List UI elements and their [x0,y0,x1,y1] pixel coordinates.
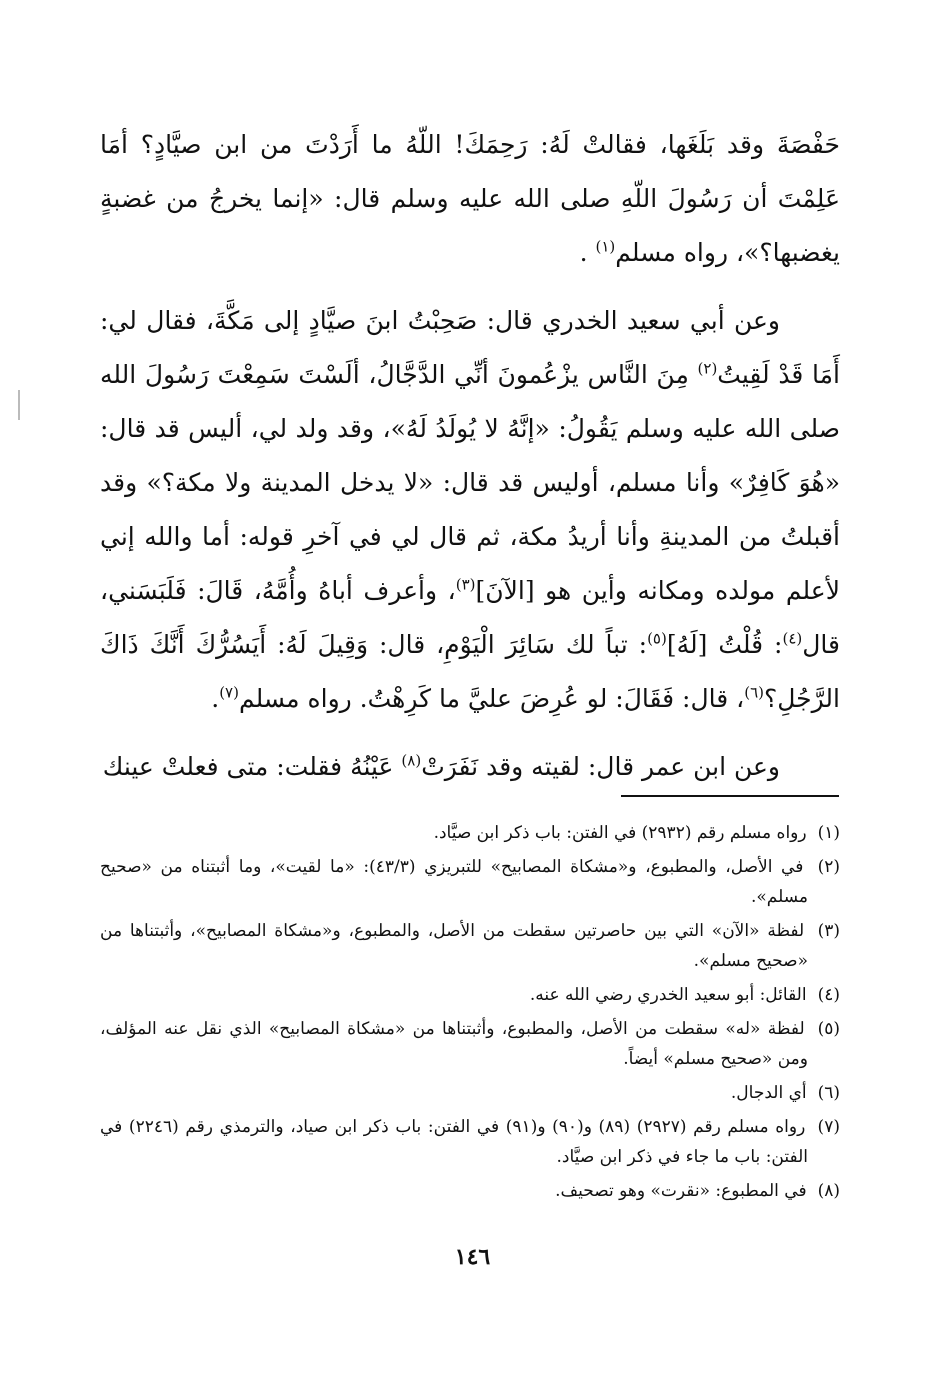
footnote-text: القائل: أبو سعيد الخدري رضي الله عنه. [529,985,807,1005]
footnote-text: في الأصل، والمطبوع، و«مشكاة المصابيح» للتبريزي (٤٣/٣): «ما لقيت»، وما أثبتناه من «صحيح مسلم». [100,857,808,907]
footnote-ref: (١) [595,237,616,256]
text-segment: : قُلْتُ [لَهُ] [666,630,783,659]
footnote-number: (٢) [817,857,840,877]
footnote-ref: (٨) [401,751,422,770]
paragraph-1 [100,118,840,280]
scan-edge-mark [18,390,20,420]
footnote-7 [100,1112,840,1172]
footnote-ref: (٥) [647,629,667,648]
paragraph-3 [100,740,840,794]
footnote-ref: (٧) [219,683,239,702]
footnotes [100,818,840,1210]
footnote-number: (٣) [817,921,841,941]
footnote-3 [100,916,840,976]
footnote-number: (٨) [817,1181,840,1201]
main-text [100,118,840,794]
footnote-ref: (٦) [744,683,764,702]
footnote-number: (١) [817,823,840,843]
footnote-number: (٤) [817,985,840,1005]
footnote-ref: (٣) [455,575,476,594]
footnote-5 [100,1014,840,1074]
text-segment: مِنَ النَّاس يزْعُمونَ أنِّي الدَّجَّالُ، ألَسْتَ سَمِعْتَ رَسُولَ الله صلى الله عليه وسلم يَقُولُ: «إنَّهُ لا يُولَدُ لَهُ»، وقد ولد لي، أليس قد قال: «هُوَ كَافِرٌ» وأنا مسلم، أوليس قد قال: «لا يدخل المدينة ولا مكة؟» وقد أقبلتُ من المدينةِ وأنا أريدُ مكة، ثم قال لي في آخرِ قوله: أما والله إني لأعلم مولده ومكانه وأين هو [الآنَ] [100,360,840,605]
footnote-number: (٥) [817,1019,840,1039]
text-segment: حَفْصَةَ وقد بَلَغَها، فقالتْ لَهُ: رَحِمَكَ! اللّهُ ما أَرَدْتَ من ابن صيَّادٍ؟ أمَا عَلِمْتَ أن رَسُولَ اللّهِ صلى الله عليه وسلم قال: «إنما يخرجُ من غضبةٍ يغضبها؟»، رواه مسلم [100,130,840,267]
text-segment: . [211,684,220,713]
footnote-text: رواه مسلم رقم (٢٩٢٧) (٨٩) و(٩٠) و(٩١) في الفتن: باب ذكر ابن صياد، والترمذي رقم (٢٢٤٦) في الفتن: باب ما جاء في ذكر ابن صيَّاد. [100,1117,808,1167]
footnote-number: (٦) [817,1083,840,1103]
paragraph-2 [100,294,840,726]
footnote-text: لفظة «له» سقطت من الأصل، والمطبوع، وأثبتناها من «مشكاة المصابيح» الذي نقل عنه المؤلف، ومن «صحيح مسلم» أيضاً. [100,1019,808,1069]
footnote-text: أي الدجال. [730,1083,807,1103]
text-segment: ، قال: فَقَالَ: لو عُرِضَ عليَّ ما كَرِهْتُ. رواه مسلم [238,684,745,713]
footnote-1 [100,818,840,848]
footnote-text: في المطبوع: «نقرت» وهو تصحيف. [555,1181,807,1201]
text-segment: وعن أبي سعيد الخدري قال: صَحِبْتُ ابنَ صيَّادٍ إلى مَكَّةَ، فقال لي: أَمَا قَدْ لَقِيتُ [100,306,841,389]
text-segment: . [579,238,596,267]
footnote-number: (٧) [817,1117,840,1137]
text-segment: عَيْنُهُ فقلت: متى فعلتْ عينك [102,752,402,781]
footnote-ref: (٢) [697,359,718,378]
footnote-8 [100,1176,840,1206]
footnote-ref: (٤) [782,629,803,648]
footnote-text: رواه مسلم رقم (٢٩٣٢) في الفتن: باب ذكر ابن صيَّاد. [433,823,807,843]
footnote-divider [621,795,839,797]
text-segment: وعن ابن عمر قال: لقيته وقد نَفَرَتْ [421,752,780,781]
footnote-4 [100,980,840,1010]
footnote-2 [100,852,840,912]
footnote-6 [100,1078,840,1108]
footnote-text: لفظة «الآن» التي بين حاصرتين سقطت من الأصل، والمطبوع، و«مشكاة المصابيح»، وأثبتناها من «صحيح مسلم». [100,921,808,971]
text-segment: : تباً لك سَائِرَ الْيَوْمِ، قال: وَقِيلَ لَهُ: أَيَسُرُّكَ أَنَّكَ ذَاكَ الرَّجُلِ؟ [100,630,840,713]
page-number: ١٤٦ [454,1244,491,1270]
text-segment: ، وأعرف أباهُ وأُمَّهُ، قَالَ: فَلَبَسَني، قال [100,576,840,659]
